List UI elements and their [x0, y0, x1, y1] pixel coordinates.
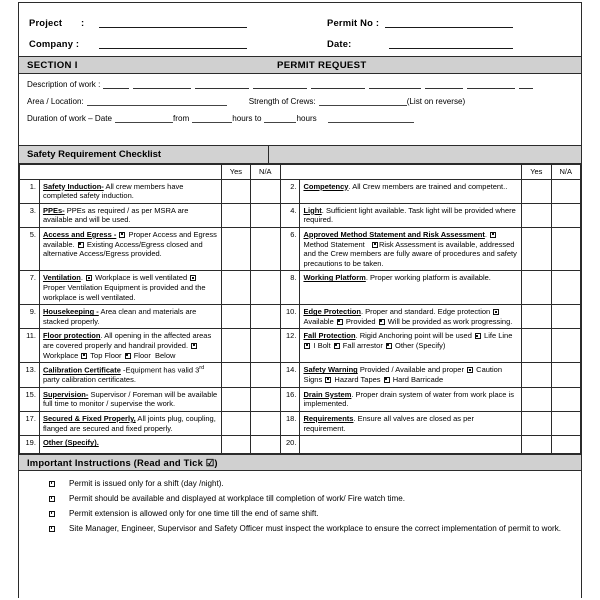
item-title: Safety Induction-: [42, 181, 104, 191]
item-title: Floor protection: [42, 331, 101, 341]
item-number: 15.: [20, 387, 40, 411]
header-yes-right: Yes: [522, 165, 551, 180]
item-body: All joints plug, coupling, flanged are secured and fixed properly.: [42, 413, 216, 433]
yes-checkbox-cell[interactable]: [221, 227, 250, 270]
checkbox-icon[interactable]: [490, 232, 496, 238]
item-body: Supervisor / Foreman will be available full time to monitor / supervise the work.: [42, 389, 218, 409]
item-text: Ventilation. Workplace is well ventilated Proper Ventilation Equipment is provided and the workplace is well ventilated.: [39, 271, 221, 305]
header-blank-right: [280, 165, 522, 180]
yes-checkbox-cell[interactable]: [522, 179, 551, 203]
checkbox-icon[interactable]: [49, 526, 55, 532]
yes-checkbox-cell[interactable]: [221, 436, 250, 454]
item-text: [300, 411, 522, 435]
item-number: 6.: [280, 227, 300, 270]
instructions-body: [19, 471, 581, 541]
duration-hours-label: hours: [296, 114, 317, 123]
item-body: . Proper working platform is available.: [365, 273, 491, 283]
yes-checkbox-cell[interactable]: [522, 363, 551, 388]
table-row: [20, 305, 581, 329]
item-text: [39, 411, 221, 435]
item-text: [39, 436, 221, 454]
item-number: 7.: [20, 271, 40, 305]
checklist-header-bar: [19, 146, 581, 164]
item-title: Ventilation: [42, 273, 81, 283]
item-number: 5.: [20, 227, 40, 270]
item-body: All crew members have completed safety induction.: [42, 181, 184, 201]
duration-extra-input[interactable]: [328, 114, 414, 123]
yes-checkbox-cell[interactable]: [522, 329, 551, 363]
item-number: 18.: [280, 411, 300, 435]
yes-checkbox-cell[interactable]: [221, 387, 250, 411]
item-number: 4.: [280, 203, 300, 227]
company-input[interactable]: [99, 38, 247, 49]
item-number: 1.: [20, 179, 40, 203]
checkbox-icon[interactable]: [119, 232, 125, 238]
na-checkbox-cell[interactable]: [251, 179, 280, 203]
section-title: SECTION I: [27, 59, 78, 71]
na-checkbox-cell[interactable]: [551, 179, 580, 203]
header-na-left: N/A: [251, 165, 280, 180]
table-row: [20, 179, 581, 203]
item-text: Floor protection. All opening in the affected areas are covered properly and handrail provided. Workplace Top Floor Floor Below: [39, 329, 221, 363]
company-row: [29, 31, 571, 49]
item-text: [300, 387, 522, 411]
na-checkbox-cell[interactable]: [551, 387, 580, 411]
yes-checkbox-cell[interactable]: [221, 305, 250, 329]
checkbox-icon[interactable]: [49, 511, 55, 517]
instruction-text: Permit extension is allowed only for one time till the end of same shift.: [69, 509, 319, 519]
list-item: [49, 494, 575, 505]
na-checkbox-cell[interactable]: [551, 329, 580, 363]
section-header-bar: [19, 56, 581, 74]
instruction-text: Site Manager, Engineer, Supervisor and Safety Officer must inspect the workplace to ensure the correct implementation of permit to work.: [69, 524, 562, 534]
instruction-text: Permit is issued only for a shift (day /night).: [69, 479, 224, 489]
checkbox-icon[interactable]: [86, 275, 92, 281]
na-checkbox-cell[interactable]: [251, 305, 280, 329]
item-number: 3.: [20, 203, 40, 227]
item-text: Safety Warning Provided / Available and proper Caution Signs Hazard Tapes Hard Barricade: [300, 363, 522, 388]
na-checkbox-cell[interactable]: [251, 411, 280, 435]
checklist-title: Safety Requirement Checklist: [19, 146, 269, 163]
company-label: Company :: [29, 38, 80, 49]
list-item: [49, 524, 575, 535]
duration-to-input[interactable]: [264, 114, 296, 123]
checkbox-icon[interactable]: [493, 309, 499, 315]
item-title: Housekeeping -: [42, 307, 99, 317]
crews-input[interactable]: [319, 97, 407, 106]
form-frame: [18, 2, 582, 598]
item-title: Competency: [303, 181, 349, 191]
duration-from-input[interactable]: [192, 114, 232, 123]
na-checkbox-cell[interactable]: [551, 436, 580, 454]
item-title: Drain System: [303, 389, 352, 399]
checkbox-icon[interactable]: [49, 496, 55, 502]
checkbox-icon[interactable]: [304, 343, 310, 349]
item-text: [300, 203, 522, 227]
item-number: 14.: [280, 363, 300, 388]
checkbox-icon[interactable]: [125, 353, 131, 359]
na-checkbox-cell[interactable]: [551, 227, 580, 270]
na-checkbox-cell[interactable]: [251, 203, 280, 227]
table-row: [20, 387, 581, 411]
item-number: 19.: [20, 436, 40, 454]
table-row: [20, 436, 581, 454]
item-body: . Proper drain system of water from work place is implemented.: [303, 389, 514, 409]
yes-checkbox-cell[interactable]: [221, 203, 250, 227]
section-subtitle: PERMIT REQUEST: [277, 59, 367, 71]
na-checkbox-cell[interactable]: [551, 305, 580, 329]
checkbox-icon[interactable]: [384, 377, 390, 383]
item-title: Supervision-: [42, 389, 89, 399]
item-number: 13.: [20, 363, 40, 388]
permit-no-label: Permit No :: [327, 17, 380, 28]
table-row: [20, 363, 581, 388]
item-text: Calibration Certificate -Equipment has valid 3rd party calibration certificates.: [39, 363, 221, 388]
item-number: 11.: [20, 329, 40, 363]
na-checkbox-cell[interactable]: [551, 271, 580, 305]
item-number: 2.: [280, 179, 300, 203]
yes-checkbox-cell[interactable]: [522, 305, 551, 329]
item-body: . Ensure all valves are closed as per requirement.: [303, 413, 474, 433]
area-row: [27, 97, 573, 106]
na-checkbox-cell[interactable]: [251, 271, 280, 305]
checklist-column-headers: [20, 165, 581, 180]
item-title: Approved Method Statement and Risk Assessment: [303, 229, 485, 239]
item-title: Requirements: [303, 413, 354, 423]
item-title: Access and Egress -: [42, 229, 117, 239]
item-body: . Sufficient light available. Task light will be provided where required.: [303, 205, 516, 225]
description-row: [27, 80, 573, 89]
project-label: Project: [29, 17, 63, 28]
project-row: [29, 10, 571, 28]
crews-label: Strength of Crews:: [248, 97, 316, 106]
checkbox-icon[interactable]: [386, 343, 392, 349]
na-checkbox-cell[interactable]: [551, 411, 580, 435]
checkbox-icon[interactable]: [379, 319, 385, 325]
description-input[interactable]: [103, 80, 533, 89]
item-number: 9.: [20, 305, 40, 329]
instruction-text: Permit should be available and displayed at workplace till completion of work/ Fire watch time.: [69, 494, 406, 504]
item-number: 17.: [20, 411, 40, 435]
duration-label: Duration of work – Date: [27, 114, 113, 123]
yes-checkbox-cell[interactable]: [221, 179, 250, 203]
item-title: PPEs-: [42, 205, 65, 215]
duration-date-input[interactable]: [115, 114, 173, 123]
item-title: Other (Specify).: [42, 438, 99, 448]
na-checkbox-cell[interactable]: [251, 363, 280, 388]
yes-checkbox-cell[interactable]: [522, 411, 551, 435]
item-title: Edge Protection: [303, 307, 361, 317]
checkbox-icon[interactable]: [191, 343, 197, 349]
na-checkbox-cell[interactable]: [251, 227, 280, 270]
item-text: [39, 305, 221, 329]
item-number: 16.: [280, 387, 300, 411]
checkbox-icon[interactable]: [49, 481, 55, 487]
instructions-header-bar: [19, 454, 581, 471]
checkbox-icon[interactable]: [372, 242, 378, 248]
item-body: PPEs as required / as per MSRA are available and will be used.: [42, 205, 189, 225]
permit-request-body: [19, 74, 581, 146]
item-number: 20.: [280, 436, 300, 454]
yes-checkbox-cell[interactable]: [522, 227, 551, 270]
yes-checkbox-cell[interactable]: [221, 329, 250, 363]
header-yes-left: Yes: [221, 165, 250, 180]
header-blank-left: [20, 165, 222, 180]
na-checkbox-cell[interactable]: [251, 436, 280, 454]
yes-checkbox-cell[interactable]: [522, 203, 551, 227]
checkbox-icon[interactable]: [337, 319, 343, 325]
instructions-title: Important Instructions (Read and Tick ☑): [27, 456, 218, 468]
checkbox-icon[interactable]: [81, 353, 87, 359]
item-text: [300, 179, 522, 203]
item-title: Calibration Certificate: [42, 365, 121, 375]
yes-checkbox-cell[interactable]: [522, 436, 551, 454]
table-row: [20, 227, 581, 270]
permit-no-input[interactable]: [385, 17, 513, 28]
item-text: Approved Method Statement and Risk Assessment. Method Statement Risk Assessment is available, addressed and the Crew members are fully aware of procedures and safety precautions to be taken.: [300, 227, 522, 270]
yes-checkbox-cell[interactable]: [221, 271, 250, 305]
checkbox-icon[interactable]: [78, 242, 84, 248]
table-row: [20, 203, 581, 227]
yes-checkbox-cell[interactable]: [522, 387, 551, 411]
item-body: Area clean and materials are stacked properly.: [42, 307, 197, 326]
table-row: [20, 411, 581, 435]
item-title: Secured & Fixed Properly,: [42, 413, 136, 423]
crews-note: (List on reverse): [406, 97, 466, 106]
yes-checkbox-cell[interactable]: [221, 363, 250, 388]
checkbox-icon[interactable]: [475, 333, 481, 339]
checklist-header-right: [269, 146, 581, 163]
item-text: [39, 387, 221, 411]
item-title: Working Platform: [303, 273, 366, 283]
na-checkbox-cell[interactable]: [551, 363, 580, 388]
item-text: [39, 203, 221, 227]
item-title: Light: [303, 205, 322, 215]
checkbox-icon[interactable]: [190, 275, 196, 281]
list-item: [49, 479, 575, 490]
item-text: Fall Protection. Rigid Anchoring point will be used Life Line I Bolt Fall arrestor Other (Specify): [300, 329, 522, 363]
area-label: Area / Location:: [27, 97, 84, 106]
na-checkbox-cell[interactable]: [551, 203, 580, 227]
table-row: [20, 271, 581, 305]
duration-hours-to-label: hours to: [232, 114, 262, 123]
duration-from-label: from: [173, 114, 190, 123]
yes-checkbox-cell[interactable]: [221, 411, 250, 435]
identification-block: [19, 3, 581, 56]
table-row: [20, 329, 581, 363]
item-number: 12.: [280, 329, 300, 363]
list-item: [49, 509, 575, 520]
checkbox-icon[interactable]: [334, 343, 340, 349]
item-text: [300, 271, 522, 305]
header-na-right: N/A: [551, 165, 580, 180]
checkbox-icon[interactable]: [325, 377, 331, 383]
checkbox-icon[interactable]: [467, 367, 473, 373]
project-colon: :: [81, 17, 85, 28]
area-input[interactable]: [87, 97, 227, 106]
item-text: Access and Egress - Proper Access and Egress available. Existing Access/Egress closed and alternative Access/Egress provided.: [39, 227, 221, 270]
project-input[interactable]: [99, 17, 247, 28]
description-label: Description of work :: [27, 80, 101, 89]
item-number: 8.: [280, 271, 300, 305]
item-text: [39, 179, 221, 203]
item-title: Safety Warning: [303, 365, 358, 375]
date-input[interactable]: [389, 38, 513, 49]
na-checkbox-cell[interactable]: [251, 329, 280, 363]
item-text: [300, 436, 522, 454]
item-title: Fall Protection: [303, 331, 356, 341]
duration-row: [27, 114, 573, 123]
safety-checklist-table: [19, 164, 581, 454]
date-label: Date:: [327, 38, 352, 49]
item-body: . All Crew members are trained and competent..: [348, 181, 508, 191]
yes-checkbox-cell[interactable]: [522, 271, 551, 305]
item-text: Edge Protection. Proper and standard. Edge protection Available Provided Will be provided as work progressing.: [300, 305, 522, 329]
na-checkbox-cell[interactable]: [251, 387, 280, 411]
item-number: 10.: [280, 305, 300, 329]
